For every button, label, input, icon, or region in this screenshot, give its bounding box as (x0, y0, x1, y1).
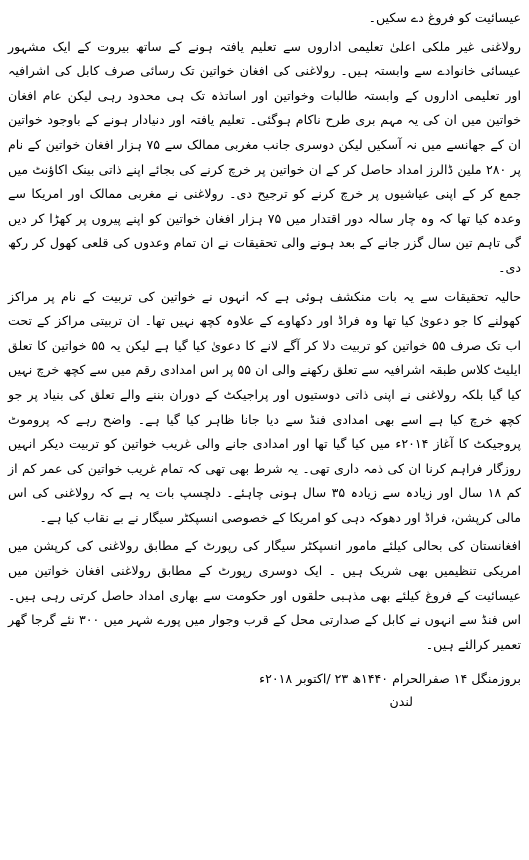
article-paragraph-4: افغانستان کی بحالی کیلئے مامور انسپکٹر سیگار کی رپورٹ کے مطابق رولاغنی کی کرپشن میں امریکی تنظیمیں بھی شریک ہیں ۔ ایک دوسری رپورٹ کے مطابق رولاغنی افغان خواتین میں عیسائیت کے فروغ کیلئے بھی مذہبی حلقوں اور حکومت سے بھاری امداد حاصل کرتی رہی ہیں۔ اس فنڈ سے انہوں نے کابل کے صدارتی محل کے قرب وجوار میں پورے شہر میں ۳۰۰ نئے گرجا گھر تعمیر کرالئے ہیں۔ (8, 538, 521, 652)
article-paragraph-3: حالیہ تحقیقات سے یہ بات منکشف ہوئی ہے کہ انہوں نے خواتین کی تربیت کے نام پر مراکز کھولنے کا جو دعویٰ کیا تھا وہ فراڈ اور دکھاوے کے علاوہ کچھ نہیں تھا۔ ان تربیتی مراکز کے تحت اب تک صرف ۵۵ خواتین کو تربیت دلا کر آگے لانے کا دعویٰ کیا گیا ہے لیکن یہ ۵۵ خواتین کا تعلق ایلیٹ کلاس طبقہ اشرافیہ سے تعلق رکھنے والی ان ۵۵ پر اس امدادی رقم میں سے کچھ خرچ نہیں کیا گیا بلکہ رولاغنی نے اپنی ذاتی دوستیوں اور پراجیکٹ کے دوران بننے والے تعلق کی بنیاد پر جو کچھ خرچ کیا ہے اسے بھی امدادی فنڈ سے دیا جانا ظاہر کیا گیا ہے۔ واضح رہے کہ پروموٹ پروجیکٹ کا آغاز ۲۰۱۴ء میں کیا گیا تھا اور امدادی جانے والی غریب خواتین کو تربیت دیکر انہیں روزگار فراہم کرنا ان کی ذمہ داری تھی۔ یہ شرط بھی تھی کہ تمام غریب خواتین کی عمر کم از کم ۱۸ سال اور زیادہ سے زیادہ ۳۵ سال ہونی چاہئے۔ دلچسپ بات یہ ہے کہ رولاغنی کی اس مالی کرپشن، فراڈ اور دھوکہ دہی کو امریکا کے خصوصی انسپکٹر سیگار نے بے نقاب کیا ہے۔ (8, 288, 521, 525)
article-paragraph-1: عیسائیت کو فروغ دے سکیں۔ (368, 10, 521, 25)
article-paragraph-2: رولاغنی غیر ملکی اعلیٰ تعلیمی اداروں سے تعلیم یافتہ ہونے کے ساتھ بیروت کے ایک مشہور عیسائی خانوادے سے وابستہ ہیں۔ رولاغنی کی افغان خواتین تک رسائی صرف کابل کی اشرافیہ اور تعلیمی اداروں کے وابستہ طالبات وخواتین اور اساتذہ تک ہی محدود رہی لیکن عام افغان خواتین میں ان کی یہ مہم بری طرح ناکام ہوگئی۔ تعلیم یافتہ اور دنیادار ہونے کے باوجود خواتین ان کے جھانسے میں نہ آسکیں لیکن دوسری جانب مغربی ممالک سے ۷۵ ہزار افغان خواتین کے نام پر ۲۸۰ ملین ڈالرز امداد حاصل کر کے ان خواتین پر خرچ کرنے کی بجائے اپنے ذاتی بینک اکاؤنٹ میں جمع کر کے اپنی عیاشیوں پر خرچ کرنے کو ترجیح دی۔ رولاغنی نے مغربی ممالک اور امریکا سے وعدہ کیا تھا کہ وہ چار سالہ دور اقتدار میں ۷۵ ہزار افغان خواتین کو اپنے پیروں پر کھڑا کر دیں گی تاہم تین سال گزر جانے کے بعد ہونے والی تحقیقات نے ان تمام وعدوں کی قلعی کھول کر رکھ دی۔ (8, 38, 521, 275)
article-page (8, 6, 521, 713)
article-date-signoff: بروزمنگل ۱۴ صفرالحرام ۱۴۴۰ھ ۲۳ /اکتوبر ۲۰۱۸ء (259, 671, 521, 687)
article-location: لندن (389, 694, 413, 710)
